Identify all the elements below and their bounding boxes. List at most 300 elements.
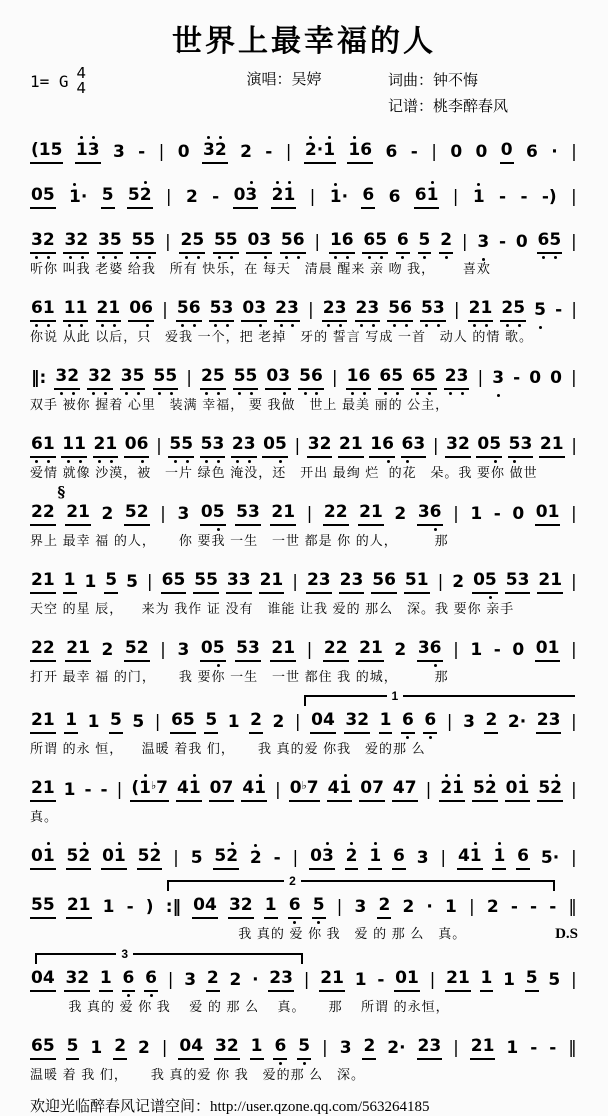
time-top: 4 [76, 64, 87, 82]
volta-number: 1 [387, 688, 404, 705]
note-char: 1 [63, 780, 76, 801]
note-char: 2 [137, 1038, 150, 1059]
note-char: 1 [329, 187, 342, 208]
note-char: 1 [406, 968, 419, 989]
note-token [505, 1040, 519, 1060]
note-char: 0 [193, 895, 205, 916]
note-token [65, 504, 91, 526]
note-char: 6 [31, 1036, 43, 1057]
barline: | [570, 970, 577, 990]
note-char: 2 [250, 710, 262, 731]
note-char: 0 [266, 366, 279, 387]
barline: | [303, 970, 310, 990]
note-token [539, 436, 565, 458]
note-char: 6 [388, 187, 401, 208]
note-token [112, 144, 126, 164]
note-token [536, 712, 562, 734]
note-char: 2 [357, 710, 370, 731]
note-char: - [530, 1038, 538, 1059]
note-char: 2 [335, 502, 348, 523]
note-token [100, 782, 109, 802]
note-token [101, 848, 127, 870]
lyrics-row: 打开 最幸 福 的门， 我 要你 一生 一世 都住 我 的城， 那 [30, 669, 449, 684]
note-char: - [520, 187, 528, 208]
note-char: 1 [188, 778, 201, 799]
barline: | [146, 572, 153, 592]
note-char: 5 [505, 570, 518, 591]
note-token [104, 572, 118, 594]
note-char: 6 [341, 230, 354, 251]
note-char: 3 [97, 230, 110, 251]
note-token [338, 436, 364, 458]
barline: | [570, 368, 577, 388]
note-token [529, 899, 538, 919]
note-char: 1 [99, 968, 112, 989]
note-char: 5 [548, 970, 561, 991]
barline: | [571, 142, 577, 162]
note-char: 5 [299, 366, 311, 387]
note-token [176, 300, 202, 322]
note-char: 2 [486, 897, 499, 918]
note-char: 2 [77, 968, 90, 989]
note-char: 1 [369, 846, 382, 867]
note-token [185, 189, 199, 209]
barline: | [165, 187, 172, 207]
singer-credit: 演唱：吴婷 [246, 71, 322, 88]
note-token [124, 640, 150, 662]
note-token [231, 436, 257, 458]
note-char: 3 [238, 570, 251, 591]
note-char: 5 [245, 366, 258, 387]
note-char: 1 [108, 298, 121, 319]
note-token [30, 142, 63, 164]
note-char: 2 [470, 1036, 483, 1057]
lyrics-row: 你说 从此 以后，只 爱我 一个，把 老掉 牙的 誓言 写成 一首 动人 的情 歌。 [30, 329, 534, 344]
note-char: 3 [367, 298, 380, 319]
note-token [213, 848, 239, 870]
note-char: 7 [404, 778, 417, 799]
barline: | [571, 436, 577, 456]
barline: | [429, 970, 436, 990]
note-token [183, 972, 197, 992]
note-char: 1 [472, 187, 485, 208]
note-char: 2 [259, 570, 272, 591]
note-char: 2 [99, 366, 112, 387]
note-char: 5 [213, 230, 226, 251]
barline: ‖ [568, 897, 577, 917]
notator-credit: 记谱：桃李醉春风 [388, 97, 509, 115]
note-token [493, 506, 502, 526]
note-token [449, 144, 463, 164]
note-token [30, 848, 56, 870]
note-char: 0 [512, 504, 525, 525]
note-char: 3 [184, 970, 197, 991]
note-token [298, 368, 324, 390]
note-token [264, 144, 273, 164]
note-char: 6 [31, 298, 43, 319]
note-char: - [499, 232, 507, 253]
note-token [347, 142, 373, 164]
note-char: 5 [105, 570, 118, 591]
note-char: 2 [200, 366, 213, 387]
barline: ‖: [31, 368, 47, 388]
barline: | [294, 436, 301, 456]
note-char: 2 [66, 638, 79, 659]
note-char: 2 [214, 140, 227, 161]
note-char: 3 [492, 368, 505, 389]
note-char: 5 [182, 710, 195, 731]
note-char: 5 [181, 434, 194, 455]
note-char: 1 [90, 1038, 103, 1059]
note-char: 1 [323, 140, 336, 161]
note-char: 2 [271, 502, 284, 523]
note-token [176, 780, 202, 802]
note-char: 1 [283, 502, 296, 523]
note-token [68, 189, 88, 209]
note-token [393, 642, 407, 662]
note-token [535, 504, 561, 526]
note-char: 3 [55, 366, 68, 387]
note-char: 6 [360, 140, 373, 161]
note-char: 1 [332, 968, 344, 989]
note-char: 0 [473, 570, 485, 591]
note-char: 2 [136, 502, 149, 523]
barline: | [186, 368, 192, 388]
note-token [507, 714, 527, 734]
note-token [420, 300, 446, 322]
note-token [66, 897, 92, 919]
note-token [206, 970, 220, 992]
note-char: - [499, 187, 507, 208]
note-char: 5 [127, 185, 140, 206]
note-token [190, 850, 204, 870]
note-char: 2 [322, 298, 335, 319]
note-char: 5 [153, 366, 166, 387]
note-token [554, 302, 563, 322]
note-char: 0 [263, 434, 276, 455]
note-char: 6 [517, 846, 530, 867]
note-char: 1 [426, 185, 439, 206]
note-char: 1 [493, 846, 506, 867]
note-token [480, 970, 494, 992]
note-char: 6 [385, 142, 398, 163]
note-token [259, 572, 285, 594]
note-char: 5 [66, 1036, 79, 1057]
barline: | [425, 780, 432, 800]
note-char: 4 [327, 778, 340, 799]
note-token [358, 504, 384, 526]
note-token [304, 142, 336, 164]
note-token [178, 1038, 204, 1060]
note-token [89, 1040, 103, 1060]
note-token [379, 712, 393, 734]
note-char: 3 [287, 298, 299, 319]
note-char: 2 [31, 638, 43, 659]
note-token [202, 142, 228, 164]
note-char: 0 [289, 778, 302, 799]
note-char: · [551, 142, 558, 163]
note-char: 1 [350, 434, 363, 455]
note-char: 5 [42, 895, 55, 916]
note-char: 1 [87, 712, 100, 733]
note-char: 1 [227, 712, 240, 733]
music-line-3 [30, 221, 578, 277]
note-token [66, 1038, 80, 1060]
note-char: 1 [102, 897, 115, 918]
note-char: 7 [221, 778, 234, 799]
note-char: 2 [114, 1036, 127, 1057]
note-token [63, 300, 89, 322]
note-char: 2 [485, 710, 498, 731]
note-char: 5 [508, 434, 521, 455]
barline: | [154, 712, 161, 732]
note-char: 1 [42, 846, 55, 867]
note-token [63, 572, 77, 594]
note-token [515, 234, 529, 254]
note-char: 2 [363, 1036, 376, 1057]
note-token [329, 232, 355, 254]
note-char: 2 [139, 185, 152, 206]
note-char: 2 [501, 298, 514, 319]
note-token [271, 714, 285, 734]
note-char: 5 [173, 570, 186, 591]
note-char: 6 [145, 968, 157, 989]
note-token [392, 780, 418, 802]
note-char: 0 [360, 778, 373, 799]
barline: | [453, 640, 459, 660]
note-token [30, 572, 56, 594]
volta-bracket-3 [35, 947, 302, 964]
note-char: 1 [283, 185, 296, 206]
note-char: 3 [417, 638, 430, 659]
note-token [122, 970, 136, 992]
note-token [410, 144, 419, 164]
note-token [541, 189, 558, 209]
note-token [30, 712, 56, 734]
note-token [54, 368, 80, 390]
barline: | [461, 232, 468, 252]
note-token [548, 899, 557, 919]
note-char: 1 [457, 968, 470, 989]
note-char: · [316, 140, 324, 161]
note-token [414, 187, 440, 209]
barline: | [571, 848, 577, 868]
note-char: 5 [42, 185, 55, 206]
note-token [322, 300, 348, 322]
note-char: 6 [358, 366, 371, 387]
music-line-9 [30, 629, 578, 685]
note-char: 5 [110, 710, 122, 731]
note-char: 1 [379, 710, 392, 731]
volta-number: 3 [116, 946, 133, 963]
note-token [200, 640, 226, 662]
note-char: 4 [457, 846, 470, 867]
note-token [472, 189, 486, 209]
note-char: 5 [200, 434, 213, 455]
note-char: - [126, 897, 134, 918]
note-char: 5 [472, 778, 485, 799]
note-token [323, 640, 349, 662]
barline: | [571, 572, 577, 592]
note-char: 6 [424, 710, 437, 731]
note-char: 2 [446, 968, 458, 989]
note-char: 0 [310, 846, 322, 867]
note-token [525, 144, 539, 164]
note-char: 0 [124, 434, 137, 455]
note-char: 5 [212, 638, 225, 659]
note-char: 2 [66, 895, 79, 916]
barline: | [452, 187, 459, 207]
note-token [65, 640, 91, 662]
song-title: 世界上最幸福的人 [172, 24, 436, 59]
note-char: 5 [312, 895, 325, 916]
note-char: 2 [394, 640, 407, 661]
note-char: 6 [292, 230, 305, 251]
barline: | [116, 780, 123, 800]
note-char: 2 [335, 638, 348, 659]
note-char: 2 [304, 140, 317, 161]
note-char: 1 [283, 638, 296, 659]
note-char: 2 [78, 846, 91, 867]
note-char: 6 [136, 434, 149, 455]
note-token [228, 972, 242, 992]
note-token [323, 504, 349, 526]
note-token [30, 232, 56, 254]
note-char: 5 [540, 848, 553, 869]
note-char: 3 [247, 638, 260, 659]
barline: | [431, 142, 437, 162]
note-token [137, 1040, 151, 1060]
note-char: 3 [221, 298, 234, 319]
note-char: 2 [240, 895, 253, 916]
note-char: 7 [372, 778, 384, 799]
note-char: 0 [477, 434, 490, 455]
note-char: 0 [233, 185, 246, 206]
note-char: 1 [470, 640, 483, 661]
note-token [533, 302, 547, 322]
note-token [250, 1038, 264, 1060]
note-token [249, 712, 263, 734]
note-char: 1 [74, 434, 86, 455]
note-char: 5 [31, 895, 43, 916]
volta-bracket-2 [167, 874, 555, 891]
note-token [209, 780, 235, 802]
note-char: 0 [31, 185, 43, 206]
note-char: 2 [231, 434, 244, 455]
note-char: 3 [281, 968, 293, 989]
note-char: 1 [42, 434, 55, 455]
note-token [270, 640, 296, 662]
note-char: 2 [42, 638, 55, 659]
note-char: 1 [547, 638, 560, 659]
note-char: 1 [105, 434, 118, 455]
note-token [251, 972, 259, 992]
note-token [537, 780, 563, 802]
barline: | [314, 232, 321, 252]
note-char: 2 [468, 298, 481, 319]
note-token [228, 897, 254, 919]
music-line-5 [30, 357, 578, 413]
note-char: 2 [339, 434, 351, 455]
note-token [498, 234, 507, 254]
note-char: 5 [137, 846, 150, 867]
note-token [235, 504, 261, 526]
note-char: 1 [482, 1036, 495, 1057]
note-char: 2 [31, 710, 43, 731]
note-token [444, 368, 470, 390]
note-char: 0 [395, 968, 407, 989]
note-token [385, 144, 399, 164]
note-char: ) [145, 897, 154, 918]
note-char: 1 [75, 140, 88, 161]
note-char: 2 [101, 504, 114, 525]
note-token [200, 504, 226, 526]
note-char: 0 [209, 778, 222, 799]
note-char: 2 [323, 638, 336, 659]
note-char: 5 [275, 434, 287, 455]
note-char: 2 [306, 570, 319, 591]
notes-row [30, 289, 578, 322]
note-token [361, 187, 375, 209]
note-char: 7 [306, 778, 319, 799]
dal-segno-mark: D.S [555, 926, 578, 942]
note-char: 1 [65, 710, 78, 731]
note-char: 5 [124, 638, 137, 659]
note-token [423, 712, 437, 734]
note-token [508, 436, 534, 458]
barline: | [432, 436, 439, 456]
note-char: 1 [354, 970, 367, 991]
notes-row [30, 176, 578, 209]
note-char: 5 [165, 366, 178, 387]
note-char: 1 [503, 970, 515, 991]
note-token [130, 232, 156, 254]
note-char: 5 [423, 366, 436, 387]
music-line-2 [30, 176, 578, 209]
notes-row [30, 131, 578, 164]
note-token [346, 368, 372, 390]
note-char: 2 [96, 298, 109, 319]
note-char: 4 [392, 778, 405, 799]
note-token [417, 1038, 443, 1060]
note-token [368, 848, 382, 870]
note-char: 3 [520, 434, 533, 455]
note-char: 1 [480, 298, 493, 319]
note-char: 5 [388, 298, 401, 319]
note-token [130, 780, 169, 802]
note-char: - [265, 142, 273, 163]
note-char: 3 [177, 504, 190, 525]
note-token [339, 572, 365, 594]
note-char: 1 [547, 502, 560, 523]
credits [388, 66, 578, 119]
note-char: 1 [271, 570, 284, 591]
note-token [306, 572, 332, 594]
note-char: 4 [204, 895, 217, 916]
note-char: 6 [382, 434, 394, 455]
note-char: 5 [209, 298, 222, 319]
note-char: 3 [548, 710, 561, 731]
lyrics-row: 双手 被你 握着 心里 装满 幸福， 要 我做 世上 最美 丽的 公主， [30, 397, 450, 412]
lyrics-row: 真。 [30, 809, 59, 824]
note-token [547, 972, 561, 992]
notes-row [30, 221, 578, 254]
note-char: 5 [131, 230, 144, 251]
note-char: 2 [42, 502, 55, 523]
note-char: - [410, 142, 418, 163]
note-token [97, 232, 123, 254]
notes-row [30, 1027, 578, 1060]
